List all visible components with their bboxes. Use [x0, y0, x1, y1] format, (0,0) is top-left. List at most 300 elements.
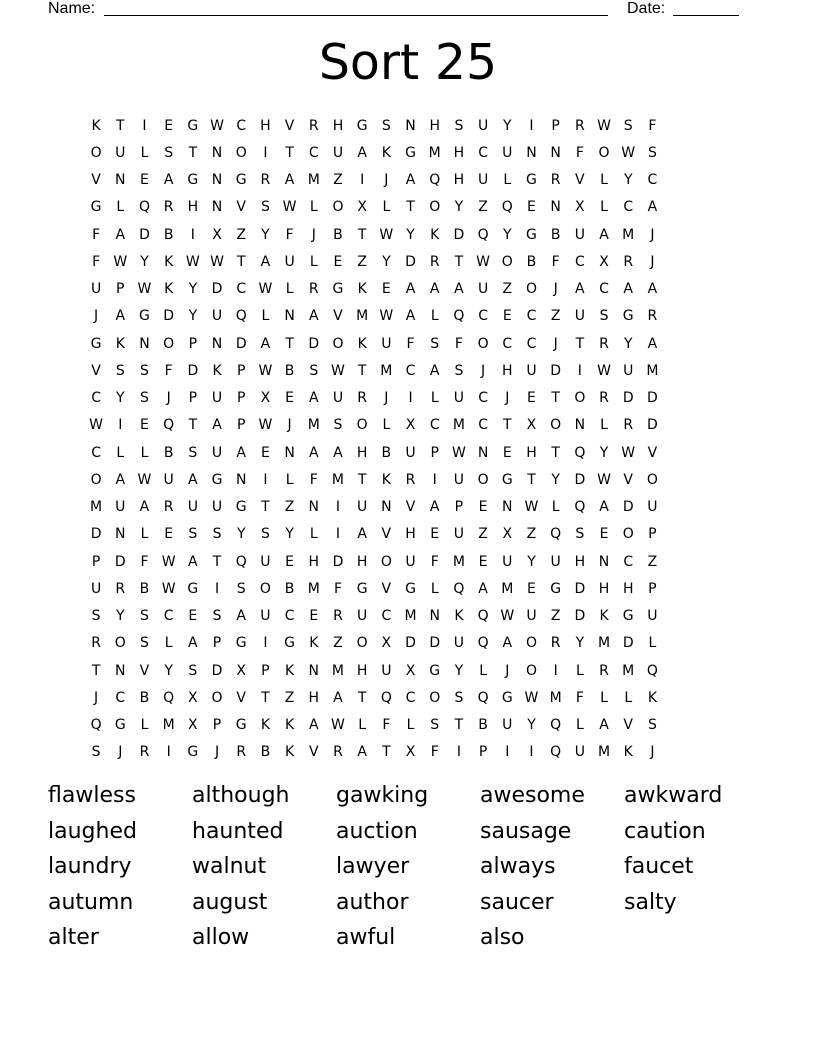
grid-letter: G	[187, 580, 199, 597]
grid-letter: Y	[382, 253, 391, 270]
grid-letter: X	[260, 390, 271, 407]
grid-letter: O	[211, 689, 223, 706]
grid-row	[84, 139, 665, 166]
grid-letter: O	[525, 635, 537, 652]
word-bank-item: awful	[336, 925, 396, 950]
grid-letter: T	[261, 689, 270, 706]
grid-letter: K	[599, 608, 609, 625]
grid-letter: O	[332, 335, 344, 352]
grid-letter: Z	[550, 308, 561, 325]
grid-letter: E	[309, 608, 319, 625]
word-bank-item: laughed	[48, 818, 137, 844]
grid-letter: Z	[284, 689, 295, 706]
grid-letter: L	[140, 444, 149, 461]
grid-row	[84, 167, 665, 194]
word-bank-item: august	[192, 889, 268, 915]
grid-letter: F	[648, 117, 657, 134]
grid-letter: S	[381, 117, 391, 134]
word-bank-item: caution	[624, 818, 706, 844]
grid-letter: S	[647, 144, 657, 161]
grid-letter: U	[405, 444, 416, 461]
grid-letter: Q	[90, 717, 102, 734]
grid-letter: F	[309, 471, 318, 488]
word-bank-item: saucer	[480, 889, 554, 915]
grid-letter: A	[260, 335, 271, 352]
grid-letter: O	[429, 199, 441, 216]
grid-letter: A	[357, 144, 367, 161]
grid-letter: U	[453, 635, 465, 652]
grid-letter: B	[284, 580, 295, 597]
grid-letter: W	[258, 362, 273, 379]
letter-grid	[84, 112, 665, 766]
grid-letter: H	[622, 580, 634, 597]
grid-letter: Y	[599, 444, 609, 461]
grid-row	[84, 739, 665, 766]
grid-letter: A	[405, 308, 416, 325]
grid-letter: O	[501, 253, 513, 270]
grid-letter: U	[453, 471, 465, 488]
grid-letter: D	[405, 253, 416, 270]
grid-letter: P	[648, 526, 657, 543]
grid-letter: W	[500, 608, 515, 625]
grid-letter: J	[287, 417, 292, 434]
grid-letter: C	[526, 335, 537, 352]
grid-letter: Y	[527, 717, 536, 734]
grid-letter: H	[598, 580, 610, 597]
grid-letter: Z	[647, 553, 658, 570]
grid-letter: U	[526, 608, 537, 625]
word-bank-item: faucet	[624, 854, 694, 879]
grid-letter: B	[526, 253, 537, 270]
grid-letter: D	[235, 335, 247, 352]
grid-row	[84, 712, 665, 739]
grid-letter: U	[477, 117, 489, 134]
grid-letter: U	[211, 390, 223, 407]
grid-letter: M	[597, 744, 611, 761]
grid-letter: U	[90, 281, 102, 298]
word-bank-item: sausage	[480, 818, 572, 844]
grid-letter: I	[408, 390, 413, 407]
grid-letter: X	[405, 662, 416, 679]
grid-letter: A	[333, 689, 343, 706]
grid-letter: T	[357, 471, 367, 488]
grid-letter: X	[188, 717, 198, 734]
grid-letter: S	[140, 635, 149, 652]
grid-letter: M	[597, 635, 611, 652]
grid-letter: O	[356, 635, 368, 652]
grid-letter: M	[501, 580, 514, 597]
grid-letter: W	[210, 117, 224, 134]
word-bank-item: walnut	[192, 854, 267, 879]
grid-letter: L	[503, 172, 512, 189]
grid-letter: R	[623, 253, 634, 270]
grid-letter: T	[382, 744, 391, 761]
grid-letter: P	[236, 362, 246, 379]
grid-letter: A	[454, 281, 464, 298]
grid-letter: N	[211, 335, 223, 352]
grid-letter: M	[428, 144, 441, 161]
grid-letter: R	[91, 635, 101, 652]
grid-letter: M	[331, 471, 345, 488]
grid-letter: T	[406, 199, 415, 216]
grid-letter: A	[502, 635, 513, 652]
grid-letter: D	[308, 335, 320, 352]
grid-letter: Q	[429, 172, 441, 189]
grid-letter: U	[211, 499, 223, 516]
grid-letter: I	[529, 117, 534, 134]
grid-letter: D	[622, 499, 634, 516]
grid-letter: C	[405, 362, 416, 379]
grid-letter: O	[356, 417, 368, 434]
grid-letter: W	[185, 253, 200, 270]
grid-letter: W	[524, 689, 539, 706]
grid-letter: G	[526, 226, 537, 243]
grid-letter: T	[357, 689, 367, 706]
grid-letter: P	[478, 744, 488, 761]
grid-letter: B	[163, 444, 174, 461]
grid-letter: E	[599, 526, 609, 543]
grid-letter: A	[212, 417, 222, 434]
grid-letter: Q	[574, 444, 586, 461]
grid-letter: F	[430, 553, 439, 570]
grid-letter: U	[381, 662, 392, 679]
grid-letter: S	[309, 362, 319, 379]
grid-letter: X	[188, 689, 198, 706]
grid-letter: R	[599, 390, 609, 407]
grid-letter: D	[574, 608, 586, 625]
grid-letter: Q	[235, 308, 247, 325]
grid-letter: F	[406, 335, 415, 352]
grid-letter: Q	[574, 499, 586, 516]
grid-letter: A	[357, 744, 367, 761]
grid-letter: S	[212, 526, 222, 543]
grid-letter: A	[575, 281, 585, 298]
grid-letter: V	[647, 444, 658, 461]
grid-letter: F	[285, 226, 294, 243]
grid-letter: L	[600, 417, 608, 434]
grid-letter: P	[261, 662, 270, 679]
grid-letter: T	[357, 226, 367, 243]
grid-letter: O	[598, 144, 610, 161]
grid-letter: A	[260, 253, 271, 270]
grid-letter: D	[211, 281, 223, 298]
grid-letter: Z	[478, 526, 488, 543]
grid-letter: C	[236, 117, 247, 134]
grid-letter: Q	[550, 526, 562, 543]
grid-letter: T	[285, 335, 294, 352]
grid-letter: A	[599, 226, 609, 243]
word-bank-item: flawless	[48, 783, 136, 808]
grid-letter: Z	[333, 635, 343, 652]
grid-letter: T	[212, 553, 222, 570]
grid-letter: H	[502, 362, 513, 379]
grid-letter: F	[454, 335, 463, 352]
grid-letter: Q	[235, 553, 247, 570]
grid-letter: H	[308, 689, 320, 706]
grid-letter: M	[162, 717, 175, 734]
grid-letter: O	[574, 390, 586, 407]
grid-letter: G	[622, 608, 634, 625]
worksheet-header	[48, 0, 748, 20]
grid-letter: W	[379, 226, 394, 243]
grid-letter: U	[405, 553, 416, 570]
grid-letter: S	[454, 117, 464, 134]
grid-letter: X	[526, 417, 537, 434]
grid-letter: I	[553, 662, 558, 679]
grid-letter: G	[90, 199, 102, 216]
grid-letter: R	[163, 199, 174, 216]
grid-letter: W	[451, 444, 466, 461]
grid-letter: I	[456, 744, 461, 761]
grid-letter: A	[429, 362, 440, 379]
grid-letter: A	[647, 281, 658, 298]
grid-letter: O	[114, 635, 126, 652]
grid-letter: J	[384, 390, 389, 407]
grid-letter: K	[309, 635, 319, 652]
grid-letter: U	[357, 499, 368, 516]
grid-letter: Z	[550, 608, 561, 625]
grid-letter: P	[188, 390, 198, 407]
grid-letter: A	[188, 553, 198, 570]
grid-letter: L	[309, 199, 318, 216]
grid-letter: U	[502, 717, 513, 734]
grid-letter: A	[236, 444, 246, 461]
grid-letter: W	[258, 281, 273, 298]
grid-letter: O	[525, 281, 537, 298]
grid-letter: R	[429, 253, 440, 270]
grid-letter: T	[261, 499, 270, 516]
grid-letter: A	[647, 199, 658, 216]
grid-letter: L	[309, 526, 318, 543]
grid-letter: D	[622, 390, 634, 407]
grid-letter: U	[574, 308, 585, 325]
grid-letter: Q	[477, 608, 489, 625]
grid-letter: N	[381, 499, 392, 516]
grid-letter: C	[574, 253, 585, 270]
grid-letter: A	[429, 499, 440, 516]
grid-letter: D	[405, 635, 416, 652]
grid-letter: B	[260, 744, 271, 761]
grid-letter: I	[335, 526, 341, 543]
grid-letter: S	[454, 689, 464, 706]
grid-row	[84, 112, 665, 139]
grid-letter: Y	[236, 526, 246, 543]
grid-letter: W	[597, 117, 611, 134]
grid-letter: N	[502, 499, 513, 516]
grid-letter: J	[166, 390, 171, 407]
page-title: Sort 25	[318, 34, 498, 91]
grid-letter: A	[188, 471, 198, 488]
grid-letter: Z	[236, 226, 247, 243]
grid-letter: O	[380, 553, 392, 570]
grid-letter: Q	[646, 662, 658, 679]
grid-letter: H	[187, 199, 199, 216]
grid-letter: H	[429, 117, 440, 134]
grid-letter: K	[285, 662, 295, 679]
grid-letter: R	[139, 744, 150, 761]
grid-letter: O	[622, 526, 634, 543]
name-field-line	[104, 15, 608, 16]
grid-letter: D	[647, 390, 658, 407]
grid-letter: E	[164, 117, 174, 134]
grid-letter: E	[140, 417, 149, 434]
grid-letter: I	[118, 417, 123, 434]
grid-letter: Y	[188, 308, 198, 325]
grid-letter: U	[163, 471, 174, 488]
grid-letter: R	[574, 117, 585, 134]
grid-letter: U	[284, 253, 295, 270]
grid-letter: G	[90, 335, 102, 352]
grid-letter: G	[235, 717, 247, 734]
grid-letter: U	[211, 308, 223, 325]
grid-letter: M	[622, 662, 635, 679]
grid-letter: X	[575, 199, 585, 216]
grid-letter: U	[453, 390, 465, 407]
grid-letter: J	[505, 390, 510, 407]
grid-letter: Y	[188, 281, 198, 298]
grid-letter: R	[163, 499, 174, 516]
grid-letter: V	[623, 471, 633, 488]
grid-letter: C	[308, 144, 319, 161]
grid-letter: A	[647, 335, 658, 352]
grid-row	[84, 494, 665, 521]
grid-letter: U	[574, 744, 585, 761]
grid-letter: D	[187, 362, 199, 379]
grid-letter: A	[599, 499, 609, 516]
grid-letter: E	[164, 526, 174, 543]
grid-letter: T	[91, 662, 101, 679]
grid-letter: Z	[478, 199, 488, 216]
grid-letter: A	[139, 499, 150, 516]
grid-letter: G	[235, 635, 247, 652]
grid-letter: L	[551, 499, 560, 516]
grid-letter: J	[94, 689, 99, 706]
grid-letter: U	[502, 144, 513, 161]
grid-letter: V	[91, 172, 101, 189]
grid-letter: K	[91, 117, 101, 134]
grid-letter: A	[623, 281, 633, 298]
grid-letter: K	[647, 689, 657, 706]
grid-letter: T	[285, 144, 294, 161]
grid-letter: D	[647, 417, 658, 434]
grid-letter: U	[550, 553, 561, 570]
grid-letter: V	[139, 662, 150, 679]
grid-letter: U	[477, 281, 489, 298]
grid-letter: O	[332, 199, 344, 216]
grid-letter: Y	[116, 608, 125, 625]
grid-letter: I	[263, 635, 268, 652]
grid-letter: Q	[163, 417, 175, 434]
grid-letter: D	[453, 226, 465, 243]
grid-letter: Y	[575, 635, 585, 652]
grid-row	[84, 439, 665, 466]
grid-letter: L	[430, 580, 439, 597]
grid-letter: R	[333, 744, 343, 761]
grid-letter: I	[529, 744, 534, 761]
grid-letter: A	[308, 444, 319, 461]
grid-letter: Y	[503, 226, 512, 243]
grid-letter: F	[333, 580, 342, 597]
grid-letter: M	[646, 362, 659, 379]
grid-letter: X	[381, 635, 392, 652]
grid-letter: O	[90, 471, 102, 488]
grid-letter: L	[261, 308, 270, 325]
grid-letter: F	[164, 362, 173, 379]
grid-letter: A	[405, 281, 416, 298]
grid-letter: L	[430, 308, 439, 325]
grid-letter: Y	[623, 172, 633, 189]
grid-letter: Q	[138, 199, 150, 216]
grid-letter: H	[405, 526, 416, 543]
grid-letter: L	[575, 662, 584, 679]
grid-row	[84, 330, 665, 357]
grid-letter: D	[114, 553, 126, 570]
grid-letter: I	[432, 471, 437, 488]
grid-letter: W	[597, 471, 611, 488]
grid-letter: Q	[380, 689, 392, 706]
grid-letter: D	[90, 526, 102, 543]
grid-letter: U	[526, 362, 537, 379]
grid-letter: R	[333, 608, 343, 625]
grid-letter: Q	[550, 717, 562, 734]
grid-row	[84, 194, 665, 221]
grid-letter: H	[308, 553, 320, 570]
grid-letter: A	[115, 308, 126, 325]
grid-row	[84, 575, 665, 602]
grid-letter: V	[381, 526, 392, 543]
grid-letter: W	[524, 499, 539, 516]
grid-letter: A	[188, 635, 198, 652]
grid-letter: U	[647, 499, 658, 516]
grid-letter: Q	[453, 580, 465, 597]
word-bank-item: lawyer	[336, 854, 410, 879]
grid-letter: T	[503, 417, 512, 434]
grid-letter: O	[477, 335, 489, 352]
grid-letter: V	[236, 199, 246, 216]
grid-letter: C	[599, 281, 609, 298]
grid-letter: D	[211, 662, 223, 679]
grid-letter: P	[236, 417, 246, 434]
grid-letter: K	[115, 335, 125, 352]
grid-letter: J	[481, 362, 486, 379]
grid-letter: D	[139, 226, 150, 243]
grid-letter: L	[285, 281, 294, 298]
grid-letter: Y	[623, 335, 633, 352]
grid-letter: Z	[284, 499, 295, 516]
grid-letter: D	[429, 635, 441, 652]
grid-letter: T	[454, 253, 464, 270]
grid-row	[84, 221, 665, 248]
grid-letter: N	[284, 444, 295, 461]
grid-letter: U	[332, 390, 344, 407]
grid-letter: H	[453, 172, 465, 189]
grid-letter: O	[525, 662, 537, 679]
grid-letter: S	[188, 444, 198, 461]
grid-letter: Z	[357, 253, 367, 270]
grid-letter: J	[650, 226, 655, 243]
grid-letter: F	[575, 144, 584, 161]
grid-letter: A	[429, 281, 440, 298]
grid-letter: Y	[261, 226, 270, 243]
grid-letter: Z	[333, 172, 343, 189]
grid-row	[84, 684, 665, 711]
grid-letter: C	[478, 390, 488, 407]
grid-letter: V	[405, 499, 416, 516]
grid-letter: A	[478, 580, 488, 597]
grid-letter: X	[212, 226, 222, 243]
grid-letter: I	[214, 580, 220, 597]
grid-letter: G	[211, 471, 223, 488]
